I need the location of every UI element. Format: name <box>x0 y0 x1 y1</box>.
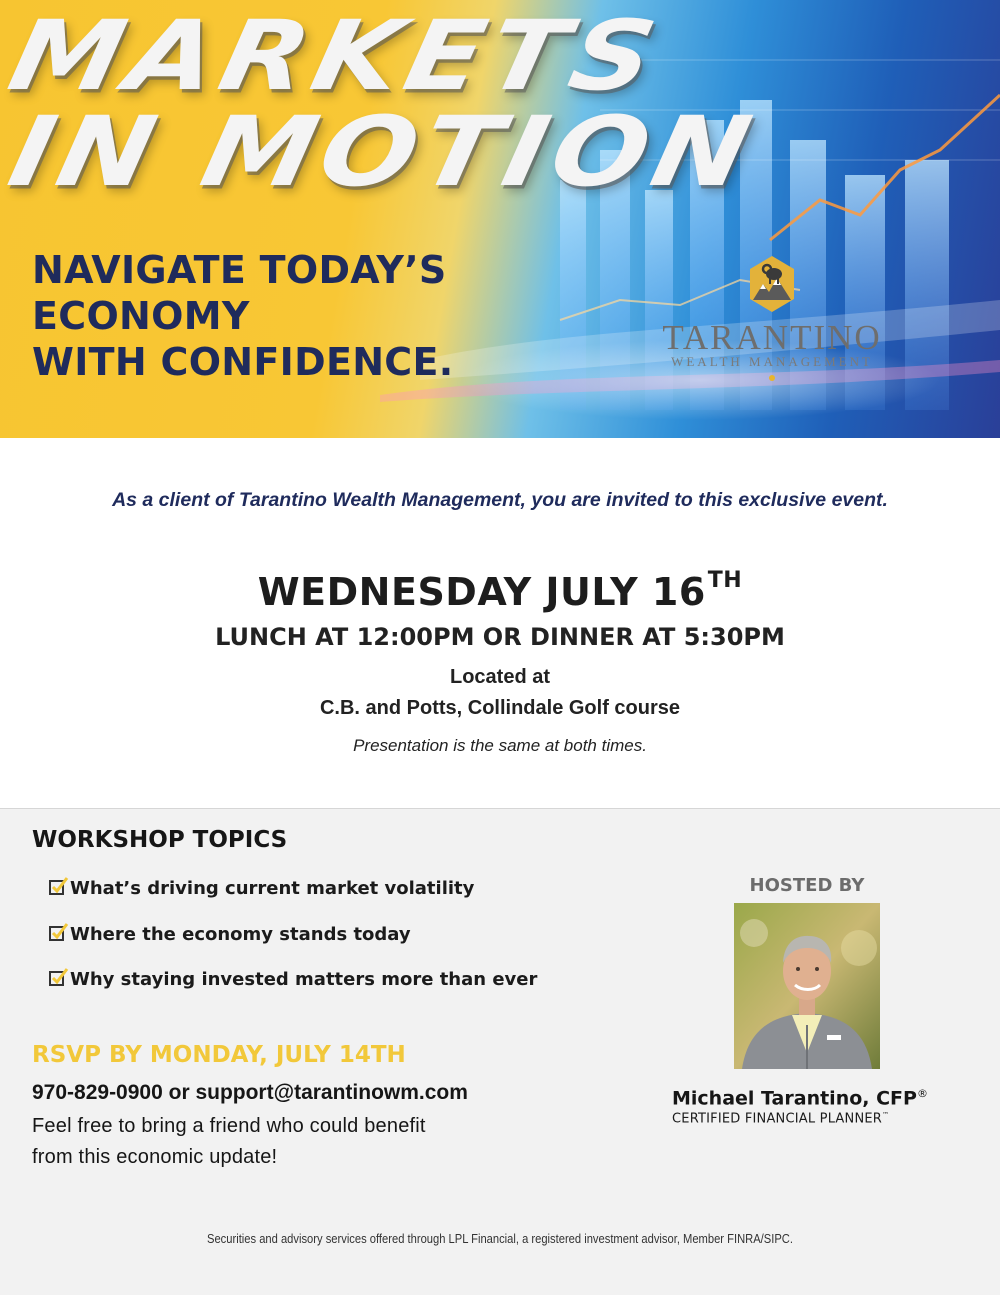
topic-item <box>48 875 474 901</box>
event-date-suffix: TH <box>707 568 743 593</box>
hero-title-line1: MARKETS <box>0 0 671 113</box>
host-credential-text: CERTIFIED FINANCIAL PLANNER <box>672 1111 883 1127</box>
event-date <box>0 568 1000 614</box>
hero-tagline <box>32 247 453 385</box>
hero-banner <box>0 0 1000 438</box>
legal-disclaimer: Securities and advisory services offered through LPL Financial, a registered investment advisor, Member FINRA/SIPC. <box>207 1231 793 1246</box>
workshop-topics-title: WORKSHOP TOPICS <box>32 827 288 853</box>
checkbox-check-icon <box>48 875 70 897</box>
event-note: Presentation is the same at both times. <box>353 736 647 755</box>
host-photo <box>734 903 880 1069</box>
tagline-line1: NAVIGATE TODAY’S <box>32 248 447 292</box>
host-credential <box>672 1111 889 1126</box>
event-times: LUNCH AT 12:00PM OR DINNER AT 5:30PM <box>215 623 785 651</box>
host-name <box>672 1087 928 1109</box>
event-date-text: WEDNESDAY JULY 16 <box>257 570 706 614</box>
hosted-by-label: HOSTED BY <box>749 875 865 896</box>
bring-friend-text <box>32 1111 552 1173</box>
rsvp-heading: RSVP BY MONDAY, JULY 14TH <box>32 1042 406 1068</box>
ram-mountain-icon <box>747 254 797 314</box>
topic-text: Why staying invested matters more than ever <box>70 968 538 990</box>
topic-text: Where the economy stands today <box>70 923 411 945</box>
invitation-text: As a client of Tarantino Wealth Management, you are invited to this exclusive event. <box>112 489 888 511</box>
event-venue: C.B. and Potts, Collindale Golf course <box>319 697 681 719</box>
company-logo <box>662 254 882 381</box>
logo-name: TARANTINO <box>662 318 882 357</box>
host-name-text: Michael Tarantino, CFP <box>672 1087 917 1110</box>
topic-item <box>48 966 537 992</box>
logo-subtitle: WEALTH MANAGEMENT <box>671 354 873 369</box>
rsvp-contact[interactable]: 970-829-0900 or support@tarantinowm.com <box>32 1081 468 1104</box>
located-label: Located at <box>449 666 551 688</box>
details-panel <box>0 808 1000 1295</box>
checkbox-check-icon <box>48 966 70 988</box>
hero-title-line2: IN MOTION <box>0 96 766 209</box>
checkbox-check-icon <box>48 921 70 943</box>
topic-item <box>48 921 411 947</box>
trademark-mark: ™ <box>882 1111 890 1119</box>
cfp-registered-mark: ® <box>916 1087 928 1100</box>
logo-dot <box>769 375 775 381</box>
bring-friend-line1: Feel free to bring a friend who could benefit <box>32 1115 426 1137</box>
tagline-line2: ECONOMY <box>32 294 250 338</box>
bring-friend-line2: from this economic update! <box>32 1146 278 1168</box>
tagline-line3: WITH CONFIDENCE. <box>32 340 454 384</box>
topic-text: What’s driving current market volatility <box>70 877 475 899</box>
